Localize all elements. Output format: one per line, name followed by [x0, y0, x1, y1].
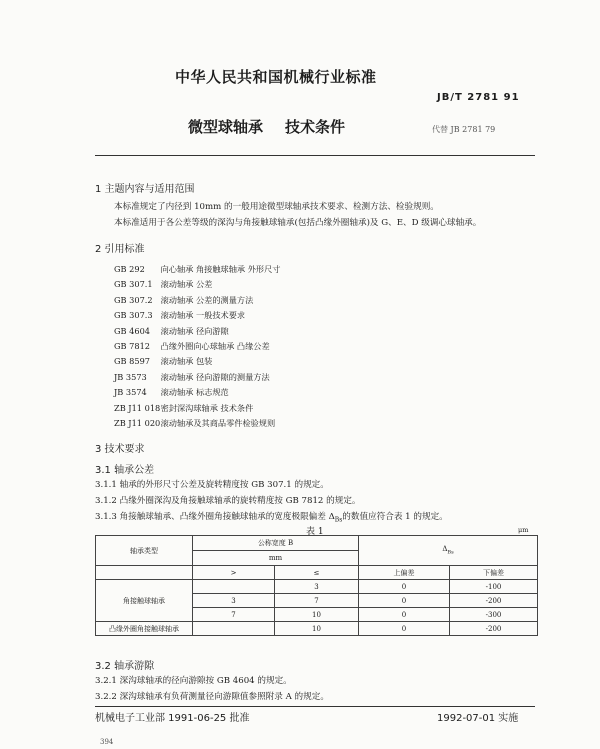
- cell-gt: [193, 622, 275, 636]
- header-width-unit: mm: [193, 551, 359, 566]
- header-lower: 下偏差: [450, 566, 538, 580]
- header-deviation-sub: Bs: [447, 549, 454, 556]
- clause-3-1-3-sub: Bs: [334, 516, 343, 524]
- cell-gt: 3: [193, 594, 275, 608]
- list-item: [114, 279, 280, 294]
- organization-title: 中华人民共和国机械行业标准: [175, 68, 377, 86]
- cell-gt: [193, 580, 275, 594]
- table-row: [96, 580, 538, 594]
- replaces-note: 代替 JB 2781 79: [432, 125, 496, 134]
- ref-title: 滚动轴承 一般技术要求: [160, 310, 246, 321]
- list-item: [114, 326, 280, 341]
- reference-list: [114, 264, 280, 433]
- list-item: [114, 403, 280, 418]
- table-caption: 表 1: [306, 527, 324, 537]
- ref-title: 滚动轴承 公差: [160, 279, 213, 290]
- header-deviation-symbol: Δ: [442, 545, 448, 554]
- cell-upper: 0: [359, 622, 450, 636]
- approval-date: 机械电子工业部 1991-06-25 批准: [95, 713, 250, 724]
- header-gt: >: [193, 566, 275, 580]
- ref-title: 密封深沟球轴承 技术条件: [160, 402, 254, 413]
- cell-upper: 0: [359, 608, 450, 622]
- section1-paragraph1: 本标准规定了内径到 10mm 的一般用途微型球轴承技术要求、检测方法、检验规则。: [114, 202, 439, 212]
- list-item: [114, 387, 280, 402]
- cell-lower: -200: [450, 594, 538, 608]
- cell-lower: -200: [450, 622, 538, 636]
- ref-code: GB 8597: [114, 356, 150, 367]
- section3-1-heading: 3.1 轴承公差: [95, 465, 155, 476]
- clause-3-1-1: 3.1.1 轴承的外形尺寸公差及旋转精度按 GB 307.1 的规定。: [95, 480, 329, 490]
- document-title: [188, 116, 367, 137]
- header-nominal-width: [193, 536, 359, 551]
- title-part2: 技术条件: [285, 118, 346, 136]
- list-item: [114, 356, 280, 371]
- footer-divider: [95, 706, 535, 707]
- ref-title: 滚动轴承 径向游隙的测量方法: [160, 371, 270, 382]
- ref-title: 滚动轴承 公差的测量方法: [160, 294, 254, 305]
- header-bearing-type: 轴承类型: [96, 536, 193, 566]
- list-item: [114, 264, 280, 279]
- clause-3-2-2: 3.2.2 深沟球轴承有负荷测量径向游隙值参照附录 A 的规定。: [95, 692, 329, 702]
- cell-lower: -300: [450, 608, 538, 622]
- section1-paragraph2: 本标准适用于各公差等级的深沟与角接触球轴承(包括凸缘外圈轴承)及 G、E、D 级调心球轴承。: [114, 218, 482, 228]
- ref-title: 滚动轴承 包装: [160, 356, 213, 367]
- list-item: [114, 310, 280, 325]
- ref-code: GB 292: [114, 264, 145, 274]
- cell-le: 10: [275, 608, 359, 622]
- clause-3-2-1: 3.2.1 深沟球轴承的径向游隙按 GB 4604 的规定。: [95, 676, 292, 686]
- row-type-flanged: 凸缘外圈角接触球轴承: [96, 622, 193, 636]
- ref-code: GB 307.2: [114, 294, 153, 305]
- ref-code: GB 7812: [114, 340, 150, 351]
- header-nominal-width-label: 公称宽度 B: [257, 539, 294, 547]
- section2-heading: 2 引用标准: [95, 244, 145, 255]
- header-le: ≤: [275, 566, 359, 580]
- list-item: [114, 341, 280, 356]
- effective-date: 1992-07-01 实施: [437, 713, 519, 724]
- header-divider: [95, 155, 535, 156]
- section3-heading: 3 技术要求: [95, 444, 145, 455]
- list-item: [114, 295, 280, 310]
- row-type-angular: 角接触球轴承: [96, 580, 193, 622]
- table-unit: μm: [518, 526, 529, 534]
- section3-2-heading: 3.2 轴承游隙: [95, 661, 155, 672]
- standard-code: JB/T 2781 91: [437, 92, 520, 103]
- cell-le: 7: [275, 594, 359, 608]
- ref-title: 滚动轴承及其商品零件检验规则: [160, 417, 276, 428]
- ref-code: JB 3573: [114, 371, 147, 382]
- ref-title: 凸缘外圈向心球轴承 凸缘公差: [160, 340, 270, 351]
- section1-heading: 1 主题内容与适用范围: [95, 184, 195, 195]
- table-row: [96, 622, 538, 636]
- ref-code: GB 307.1: [114, 279, 153, 290]
- cell-le: 3: [275, 580, 359, 594]
- ref-title: 向心轴承 角接触球轴承 外形尺寸: [160, 264, 281, 274]
- ref-code: GB 4604: [114, 325, 150, 336]
- header-upper: 上偏差: [359, 566, 450, 580]
- clause-3-1-3-end: 的数值应符合表 1 的规定。: [342, 512, 448, 522]
- cell-upper: 0: [359, 594, 450, 608]
- clause-3-1-3-text: 3.1.3 角接触球轴承、凸缘外圈角接触球轴承的宽度极限偏差 Δ: [95, 512, 335, 522]
- clause-3-1-2: 3.1.2 凸缘外圈深沟及角接触球轴承的旋转精度按 GB 7812 的规定。: [95, 496, 361, 506]
- cell-upper: 0: [359, 580, 450, 594]
- cell-le: 10: [275, 622, 359, 636]
- header-deviation: [359, 536, 538, 566]
- ref-code: JB 3574: [114, 387, 147, 398]
- list-item: [114, 418, 280, 433]
- ref-code: ZB J11 020: [114, 417, 161, 428]
- table-1: [95, 535, 538, 636]
- ref-title: 滚动轴承 径向游隙: [160, 325, 229, 336]
- ref-code: GB 307.3: [114, 310, 153, 321]
- page-number: 394: [100, 738, 114, 746]
- cell-lower: -100: [450, 580, 538, 594]
- ref-title: 滚动轴承 标志规范: [160, 387, 229, 398]
- clause-3-1-3: [95, 510, 448, 524]
- header-empty: [96, 566, 193, 580]
- title-part1: 微型球轴承: [188, 118, 264, 136]
- cell-gt: 7: [193, 608, 275, 622]
- ref-code: ZB J11 018: [114, 402, 161, 413]
- list-item: [114, 372, 280, 387]
